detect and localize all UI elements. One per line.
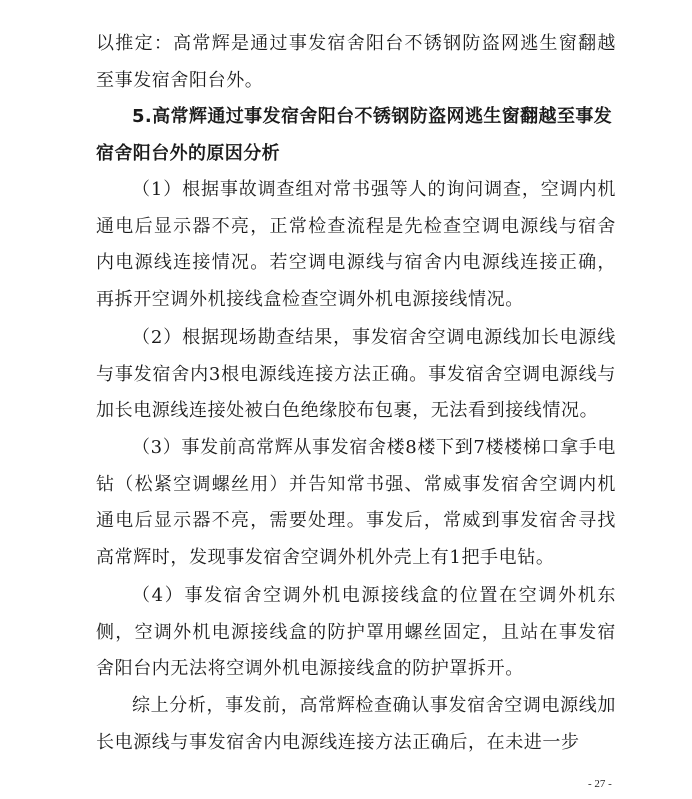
page-number: - 27 -: [588, 778, 612, 790]
paragraph-2: （2）根据现场勘查结果，事发宿舍空调电源线加长电源线与事发宿舍内3根电源线连接方法正确。事发宿舍空调电源线与加长电源线连接处被白色绝缘胶布包裹，无法看到接线情况。: [96, 327, 616, 422]
paragraph-4: （4）事发宿舍空调外机电源接线盒的位置在空调外机东侧，空调外机电源接线盒的防护罩用螺丝固定，且站在事发宿舍阳台内无法将空调外机电源接线盒的防护罩拆开。: [96, 585, 616, 680]
intro-paragraph: 以推定：高常辉是通过事发宿舍阳台不锈钢防盗网逃生窗翻越至事发宿舍阳台外。: [96, 33, 616, 91]
paragraph-1: （1）根据事故调查组对常书强等人的询问调查，空调内机通电后显示器不亮，正常检查流程是先检查空调电源线与宿舍内电源线连接情况。若空调电源线与宿舍内电源线连接正确，再拆开空调外机接线盒检查空调外机电源接线情况。: [96, 179, 616, 310]
paragraph-3: （3）事发前高常辉从事发宿舍楼8楼下到7楼楼梯口拿手电钻（松紧空调螺丝用）并告知常书强、常威事发宿舍空调内机通电后显示器不亮，需要处理。事发后，常威到事发宿舍寻找高常辉时，发现事发宿舍空调外机外壳上有1把手电钻。: [96, 437, 616, 568]
paragraph-5: 综上分析，事发前，高常辉检查确认事发宿舍空调电源线加长电源线与事发宿舍内电源线连接方法正确后，在未进一步: [96, 695, 616, 753]
section-heading: 5.高常辉通过事发宿舍阳台不锈钢防盗网逃生窗翻越至事发宿舍阳台外的原因分析: [96, 106, 613, 164]
